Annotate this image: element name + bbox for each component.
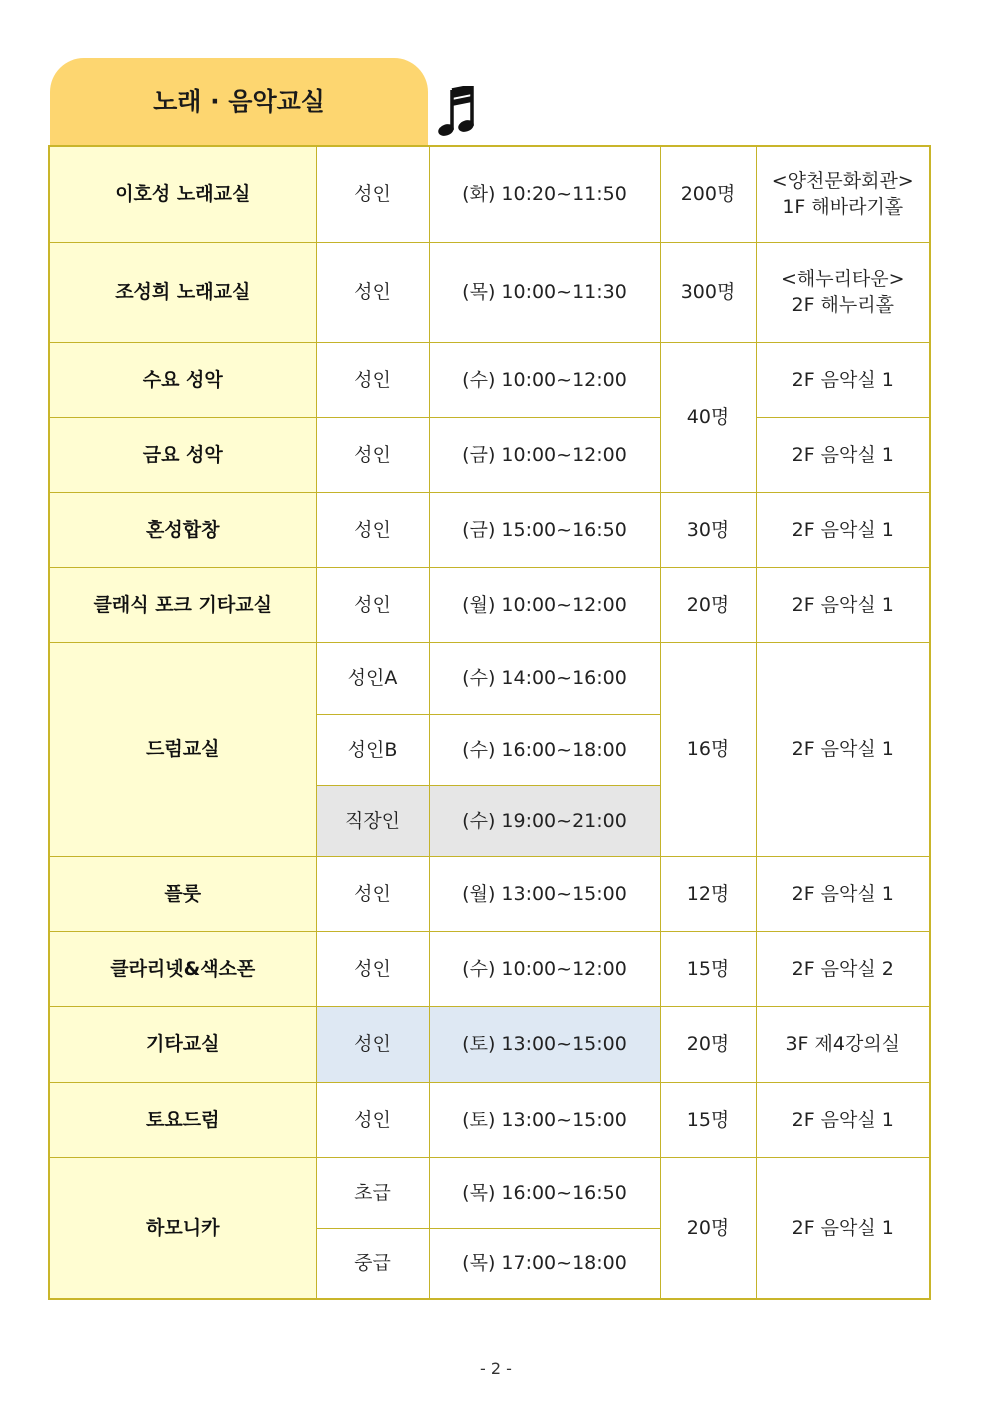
- place-line-2: 2F 해누리홀: [791, 294, 894, 316]
- class-name: 수요 성악: [49, 342, 316, 417]
- class-schedule: (금) 15:00~16:50: [429, 492, 660, 567]
- class-place: 2F 음악실 2: [756, 931, 930, 1006]
- class-capacity: 30명: [660, 492, 756, 567]
- class-name: 기타교실: [49, 1006, 316, 1082]
- class-target: 성인: [316, 567, 429, 642]
- class-place: 2F 음악실 1: [756, 342, 930, 417]
- class-target: 성인: [316, 417, 429, 492]
- class-target: 성인: [316, 931, 429, 1006]
- class-schedule: (수) 14:00~16:00: [429, 642, 660, 714]
- class-schedule: (목) 17:00~18:00: [429, 1228, 660, 1299]
- class-target: 초급: [316, 1157, 429, 1228]
- section-title-tab: [50, 58, 428, 146]
- class-schedule: (목) 10:00~11:30: [429, 242, 660, 342]
- class-place: 2F 음악실 1: [756, 567, 930, 642]
- table-row: [49, 856, 930, 931]
- class-place: 2F 음악실 1: [756, 1082, 930, 1157]
- class-name: 하모니카: [49, 1157, 316, 1299]
- class-place: 2F 음악실 1: [756, 1157, 930, 1299]
- section-title: 노래 · 음악교실: [153, 87, 325, 116]
- class-schedule: (금) 10:00~12:00: [429, 417, 660, 492]
- class-schedule: (토) 13:00~15:00: [429, 1082, 660, 1157]
- music-class-table: [48, 145, 931, 1300]
- table-row: [49, 931, 930, 1006]
- class-place: 2F 음악실 1: [756, 642, 930, 856]
- class-schedule: (월) 13:00~15:00: [429, 856, 660, 931]
- class-schedule: (수) 10:00~12:00: [429, 342, 660, 417]
- class-place: [756, 242, 930, 342]
- class-place: 2F 음악실 1: [756, 417, 930, 492]
- class-name: 드럼교실: [49, 642, 316, 856]
- class-schedule: (수) 10:00~12:00: [429, 931, 660, 1006]
- class-target: 성인: [316, 146, 429, 242]
- class-place: 2F 음악실 1: [756, 492, 930, 567]
- class-name: 금요 성악: [49, 417, 316, 492]
- class-place: 3F 제4강의실: [756, 1006, 930, 1082]
- class-capacity: 200명: [660, 146, 756, 242]
- class-name: 플룻: [49, 856, 316, 931]
- class-target: 성인: [316, 492, 429, 567]
- class-schedule: (토) 13:00~15:00: [429, 1006, 660, 1082]
- table-row: [49, 1006, 930, 1082]
- class-schedule: (수) 19:00~21:00: [429, 785, 660, 856]
- class-schedule: (월) 10:00~12:00: [429, 567, 660, 642]
- place-line-2: 1F 해바라기홀: [782, 196, 904, 219]
- table-row: [49, 146, 930, 242]
- class-target: 성인: [316, 856, 429, 931]
- class-name: 이호성 노래교실: [49, 146, 316, 242]
- table-row: [49, 492, 930, 567]
- class-target: 성인A: [316, 642, 429, 714]
- class-capacity: 40명: [660, 342, 756, 492]
- music-note-icon: [436, 86, 478, 136]
- place-line-1: <해누리타운>: [780, 268, 905, 290]
- class-schedule: (수) 16:00~18:00: [429, 714, 660, 785]
- class-target: 성인B: [316, 714, 429, 785]
- table-row: [49, 1082, 930, 1157]
- class-capacity: 300명: [660, 242, 756, 342]
- class-place: [756, 146, 930, 242]
- class-name: 토요드럼: [49, 1082, 316, 1157]
- table-row: [49, 642, 930, 714]
- table-row: [49, 417, 930, 492]
- class-capacity: 12명: [660, 856, 756, 931]
- class-capacity: 20명: [660, 1157, 756, 1299]
- class-schedule: (목) 16:00~16:50: [429, 1157, 660, 1228]
- table-row: [49, 1157, 930, 1228]
- place-line-1: <양천문화회관>: [771, 170, 914, 193]
- class-capacity: 15명: [660, 1082, 756, 1157]
- class-target: 중급: [316, 1228, 429, 1299]
- class-schedule: (화) 10:20~11:50: [429, 146, 660, 242]
- class-capacity: 20명: [660, 1006, 756, 1082]
- class-capacity: 15명: [660, 931, 756, 1006]
- class-target: 직장인: [316, 785, 429, 856]
- class-name: 클래식 포크 기타교실: [49, 567, 316, 642]
- class-capacity: 16명: [660, 642, 756, 856]
- class-name: 클라리넷&색소폰: [49, 931, 316, 1006]
- class-target: 성인: [316, 1082, 429, 1157]
- table-row: [49, 342, 930, 417]
- class-name: 조성희 노래교실: [49, 242, 316, 342]
- class-capacity: 20명: [660, 567, 756, 642]
- page-number: - 2 -: [480, 1359, 512, 1378]
- table-row: [49, 567, 930, 642]
- class-name: 혼성합창: [49, 492, 316, 567]
- table-row: [49, 242, 930, 342]
- class-target: 성인: [316, 242, 429, 342]
- class-target: 성인: [316, 1006, 429, 1082]
- class-target: 성인: [316, 342, 429, 417]
- class-place: 2F 음악실 1: [756, 856, 930, 931]
